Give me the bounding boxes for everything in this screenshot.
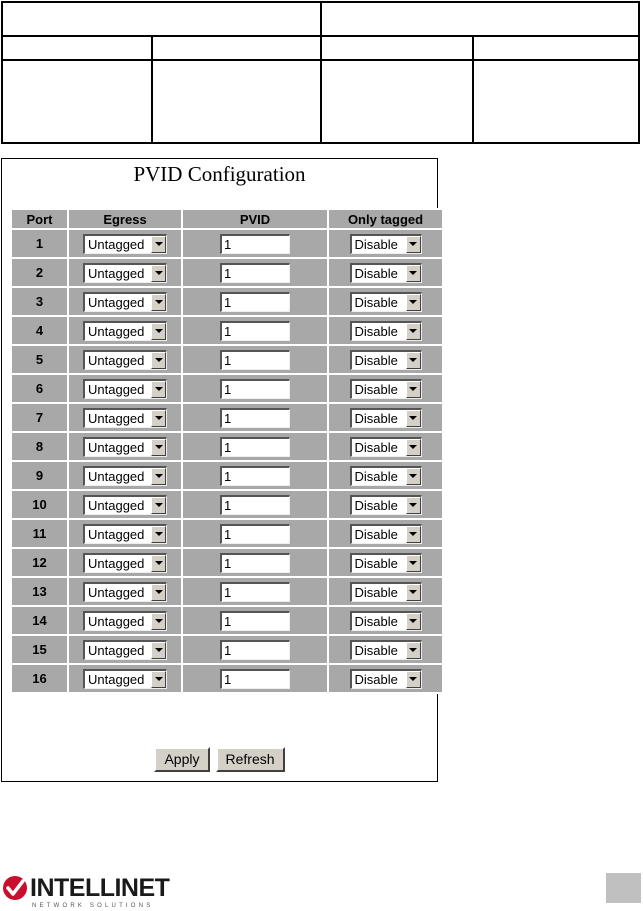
pvid-input[interactable]: 1 bbox=[220, 437, 290, 457]
refresh-button[interactable]: Refresh bbox=[216, 747, 285, 772]
only-tagged-cell bbox=[329, 491, 442, 518]
pvid-input[interactable]: 1 bbox=[220, 495, 290, 515]
only-tagged-cell bbox=[329, 404, 442, 431]
pvid-cell bbox=[183, 375, 327, 402]
column-header-port: Port bbox=[12, 210, 67, 228]
pvid-configuration-panel bbox=[1, 158, 438, 782]
only-tagged-cell bbox=[329, 433, 442, 460]
only-tagged-select[interactable] bbox=[350, 611, 422, 631]
port-number: 14 bbox=[12, 607, 67, 634]
only-tagged-cell bbox=[329, 665, 442, 692]
egress-select[interactable] bbox=[83, 640, 167, 660]
pvid-input[interactable]: 1 bbox=[220, 553, 290, 573]
only-tagged-select-value: Disable bbox=[354, 439, 398, 455]
port-number: 6 bbox=[12, 375, 67, 402]
pvid-cell bbox=[183, 578, 327, 605]
egress-select[interactable] bbox=[83, 350, 167, 370]
only-tagged-cell bbox=[329, 375, 442, 402]
egress-cell bbox=[69, 317, 181, 344]
egress-select[interactable] bbox=[83, 292, 167, 312]
top-table-cell bbox=[2, 2, 321, 36]
table-row bbox=[12, 520, 442, 547]
table-row bbox=[12, 259, 442, 286]
egress-select[interactable] bbox=[83, 669, 167, 689]
pvid-cell bbox=[183, 317, 327, 344]
only-tagged-select[interactable] bbox=[350, 263, 422, 283]
top-table-cell bbox=[321, 60, 473, 143]
pvid-input[interactable]: 1 bbox=[220, 611, 290, 631]
only-tagged-cell bbox=[329, 549, 442, 576]
only-tagged-select-value: Disable bbox=[354, 265, 398, 281]
egress-select[interactable] bbox=[83, 263, 167, 283]
table-row bbox=[12, 230, 442, 257]
column-header-pvid: PVID bbox=[183, 210, 327, 228]
egress-select[interactable] bbox=[83, 234, 167, 254]
pvid-cell bbox=[183, 433, 327, 460]
pvid-input[interactable]: 1 bbox=[220, 669, 290, 689]
egress-select[interactable] bbox=[83, 582, 167, 602]
table-row bbox=[12, 317, 442, 344]
page-title: PVID Configuration bbox=[133, 162, 306, 186]
only-tagged-select-value: Disable bbox=[354, 381, 398, 397]
dropdown-arrow-icon[interactable] bbox=[151, 265, 166, 282]
only-tagged-select[interactable] bbox=[350, 640, 422, 660]
pvid-cell bbox=[183, 549, 327, 576]
egress-select[interactable] bbox=[83, 437, 167, 457]
only-tagged-select-value: Disable bbox=[354, 613, 398, 629]
only-tagged-select[interactable] bbox=[350, 292, 422, 312]
pvid-cell bbox=[183, 665, 327, 692]
column-header-only-tagged: Only tagged bbox=[329, 210, 442, 228]
only-tagged-select-value: Disable bbox=[354, 671, 398, 687]
table-row bbox=[12, 288, 442, 315]
table-row bbox=[12, 404, 442, 431]
dropdown-arrow-icon[interactable] bbox=[406, 613, 421, 630]
dropdown-arrow-icon[interactable] bbox=[406, 236, 421, 253]
column-header-egress: Egress bbox=[69, 210, 181, 228]
only-tagged-select-value: Disable bbox=[354, 526, 398, 542]
only-tagged-select-value: Disable bbox=[354, 497, 398, 513]
pvid-cell bbox=[183, 346, 327, 373]
top-table-cell bbox=[152, 36, 321, 60]
egress-cell bbox=[69, 549, 181, 576]
dropdown-arrow-icon[interactable] bbox=[151, 236, 166, 253]
top-table-cell bbox=[152, 60, 321, 143]
pvid-input[interactable]: 1 bbox=[220, 524, 290, 544]
only-tagged-select[interactable] bbox=[350, 466, 422, 486]
only-tagged-select[interactable] bbox=[350, 669, 422, 689]
only-tagged-select[interactable] bbox=[350, 379, 422, 399]
egress-select-value: Untagged bbox=[88, 468, 145, 484]
pvid-table bbox=[10, 208, 444, 694]
only-tagged-select[interactable] bbox=[350, 437, 422, 457]
only-tagged-select-value: Disable bbox=[354, 323, 398, 339]
pvid-input[interactable]: 1 bbox=[220, 466, 290, 486]
dropdown-arrow-icon[interactable] bbox=[151, 439, 166, 456]
dropdown-arrow-icon[interactable] bbox=[406, 555, 421, 572]
egress-select-value: Untagged bbox=[88, 352, 145, 368]
egress-select-value: Untagged bbox=[88, 236, 145, 252]
top-table-cell bbox=[2, 60, 152, 143]
dropdown-arrow-icon[interactable] bbox=[406, 410, 421, 427]
pvid-cell bbox=[183, 404, 327, 431]
port-number: 15 bbox=[12, 636, 67, 663]
top-table-cell bbox=[321, 36, 473, 60]
port-number: 1 bbox=[12, 230, 67, 257]
pvid-input[interactable]: 1 bbox=[220, 350, 290, 370]
top-table-cell bbox=[473, 36, 639, 60]
only-tagged-select-value: Disable bbox=[354, 236, 398, 252]
dropdown-arrow-icon[interactable] bbox=[406, 642, 421, 659]
egress-select[interactable] bbox=[83, 408, 167, 428]
dropdown-arrow-icon[interactable] bbox=[151, 671, 166, 688]
table-row bbox=[12, 665, 442, 692]
pvid-cell bbox=[183, 259, 327, 286]
only-tagged-select-value: Disable bbox=[354, 294, 398, 310]
only-tagged-cell bbox=[329, 578, 442, 605]
pvid-input[interactable]: 1 bbox=[220, 582, 290, 602]
only-tagged-cell bbox=[329, 317, 442, 344]
egress-select-value: Untagged bbox=[88, 294, 145, 310]
egress-cell bbox=[69, 491, 181, 518]
dropdown-arrow-icon[interactable] bbox=[151, 352, 166, 369]
port-number: 11 bbox=[12, 520, 67, 547]
only-tagged-select-value: Disable bbox=[354, 468, 398, 484]
dropdown-arrow-icon[interactable] bbox=[406, 468, 421, 485]
egress-select-value: Untagged bbox=[88, 584, 145, 600]
egress-select-value: Untagged bbox=[88, 671, 145, 687]
pvid-input[interactable]: 1 bbox=[220, 408, 290, 428]
only-tagged-select-value: Disable bbox=[354, 642, 398, 658]
dropdown-arrow-icon[interactable] bbox=[406, 439, 421, 456]
egress-select-value: Untagged bbox=[88, 642, 145, 658]
page-number-box bbox=[606, 873, 641, 903]
dropdown-arrow-icon[interactable] bbox=[406, 671, 421, 688]
port-number: 3 bbox=[12, 288, 67, 315]
port-number: 4 bbox=[12, 317, 67, 344]
egress-cell bbox=[69, 433, 181, 460]
egress-select-value: Untagged bbox=[88, 555, 145, 571]
dropdown-arrow-icon[interactable] bbox=[151, 381, 166, 398]
intellinet-check-icon bbox=[2, 874, 30, 902]
only-tagged-cell bbox=[329, 607, 442, 634]
egress-cell bbox=[69, 578, 181, 605]
pvid-input[interactable]: 1 bbox=[220, 292, 290, 312]
pvid-cell bbox=[183, 607, 327, 634]
only-tagged-select[interactable] bbox=[350, 495, 422, 515]
table-row bbox=[12, 433, 442, 460]
egress-select-value: Untagged bbox=[88, 410, 145, 426]
only-tagged-select[interactable] bbox=[350, 553, 422, 573]
logo-tagline: NETWORK SOLUTIONS bbox=[32, 903, 154, 909]
top-table-cell bbox=[2, 36, 152, 60]
only-tagged-select[interactable] bbox=[350, 350, 422, 370]
table-row bbox=[12, 636, 442, 663]
egress-cell bbox=[69, 607, 181, 634]
port-number: 2 bbox=[12, 259, 67, 286]
egress-cell bbox=[69, 375, 181, 402]
pvid-input[interactable]: 1 bbox=[220, 640, 290, 660]
dropdown-arrow-icon[interactable] bbox=[151, 613, 166, 630]
only-tagged-cell bbox=[329, 259, 442, 286]
egress-cell bbox=[69, 636, 181, 663]
egress-select[interactable] bbox=[83, 524, 167, 544]
egress-select-value: Untagged bbox=[88, 323, 145, 339]
dropdown-arrow-icon[interactable] bbox=[151, 323, 166, 340]
egress-cell bbox=[69, 665, 181, 692]
egress-select[interactable] bbox=[83, 321, 167, 341]
dropdown-arrow-icon[interactable] bbox=[151, 526, 166, 543]
table-row bbox=[12, 607, 442, 634]
only-tagged-cell bbox=[329, 346, 442, 373]
egress-select-value: Untagged bbox=[88, 381, 145, 397]
only-tagged-select[interactable] bbox=[350, 408, 422, 428]
table-row bbox=[12, 549, 442, 576]
dropdown-arrow-icon[interactable] bbox=[151, 497, 166, 514]
egress-select[interactable] bbox=[83, 495, 167, 515]
dropdown-arrow-icon[interactable] bbox=[151, 294, 166, 311]
only-tagged-select[interactable] bbox=[350, 321, 422, 341]
dropdown-arrow-icon[interactable] bbox=[151, 555, 166, 572]
dropdown-arrow-icon[interactable] bbox=[406, 352, 421, 369]
pvid-cell bbox=[183, 230, 327, 257]
port-number: 16 bbox=[12, 665, 67, 692]
egress-cell bbox=[69, 462, 181, 489]
only-tagged-select[interactable] bbox=[350, 234, 422, 254]
pvid-input[interactable]: 1 bbox=[220, 263, 290, 283]
dropdown-arrow-icon[interactable] bbox=[151, 642, 166, 659]
port-number: 5 bbox=[12, 346, 67, 373]
egress-select-value: Untagged bbox=[88, 613, 145, 629]
egress-select[interactable] bbox=[83, 379, 167, 399]
egress-cell bbox=[69, 520, 181, 547]
egress-select-value: Untagged bbox=[88, 526, 145, 542]
intellinet-logo bbox=[2, 874, 187, 910]
dropdown-arrow-icon[interactable] bbox=[151, 584, 166, 601]
egress-select-value: Untagged bbox=[88, 439, 145, 455]
pvid-cell bbox=[183, 636, 327, 663]
pvid-cell bbox=[183, 520, 327, 547]
apply-button[interactable]: Apply bbox=[154, 747, 209, 772]
only-tagged-select[interactable] bbox=[350, 524, 422, 544]
table-header-row bbox=[12, 210, 442, 228]
only-tagged-select[interactable] bbox=[350, 582, 422, 602]
pvid-input[interactable]: 1 bbox=[220, 321, 290, 341]
table-row bbox=[12, 346, 442, 373]
top-table-cell bbox=[321, 2, 639, 36]
egress-cell bbox=[69, 404, 181, 431]
pvid-input[interactable]: 1 bbox=[220, 234, 290, 254]
pvid-cell bbox=[183, 491, 327, 518]
only-tagged-cell bbox=[329, 636, 442, 663]
egress-select[interactable] bbox=[83, 611, 167, 631]
dropdown-arrow-icon[interactable] bbox=[151, 468, 166, 485]
port-number: 7 bbox=[12, 404, 67, 431]
table-row bbox=[12, 462, 442, 489]
dropdown-arrow-icon[interactable] bbox=[406, 584, 421, 601]
only-tagged-select-value: Disable bbox=[354, 410, 398, 426]
egress-select-value: Untagged bbox=[88, 497, 145, 513]
dropdown-arrow-icon[interactable] bbox=[406, 497, 421, 514]
only-tagged-cell bbox=[329, 462, 442, 489]
dropdown-arrow-icon[interactable] bbox=[406, 323, 421, 340]
port-number: 8 bbox=[12, 433, 67, 460]
pvid-cell bbox=[183, 462, 327, 489]
only-tagged-select-value: Disable bbox=[354, 352, 398, 368]
port-number: 10 bbox=[12, 491, 67, 518]
button-row bbox=[2, 747, 437, 772]
top-empty-table bbox=[1, 1, 640, 144]
egress-cell bbox=[69, 230, 181, 257]
port-number: 12 bbox=[12, 549, 67, 576]
dropdown-arrow-icon[interactable] bbox=[406, 381, 421, 398]
pvid-input[interactable]: 1 bbox=[220, 379, 290, 399]
only-tagged-select-value: Disable bbox=[354, 584, 398, 600]
only-tagged-cell bbox=[329, 230, 442, 257]
port-number: 9 bbox=[12, 462, 67, 489]
dropdown-arrow-icon[interactable] bbox=[406, 526, 421, 543]
egress-cell bbox=[69, 346, 181, 373]
logo-wordmark: INTELLINET bbox=[30, 874, 170, 902]
only-tagged-cell bbox=[329, 288, 442, 315]
table-row bbox=[12, 491, 442, 518]
only-tagged-select-value: Disable bbox=[354, 555, 398, 571]
egress-select[interactable] bbox=[83, 466, 167, 486]
table-row bbox=[12, 578, 442, 605]
egress-select[interactable] bbox=[83, 553, 167, 573]
port-number: 13 bbox=[12, 578, 67, 605]
top-table-cell bbox=[473, 60, 639, 143]
only-tagged-cell bbox=[329, 520, 442, 547]
egress-cell bbox=[69, 259, 181, 286]
dropdown-arrow-icon[interactable] bbox=[406, 265, 421, 282]
dropdown-arrow-icon[interactable] bbox=[151, 410, 166, 427]
table-row bbox=[12, 375, 442, 402]
dropdown-arrow-icon[interactable] bbox=[406, 294, 421, 311]
egress-select-value: Untagged bbox=[88, 265, 145, 281]
egress-cell bbox=[69, 288, 181, 315]
pvid-cell bbox=[183, 288, 327, 315]
